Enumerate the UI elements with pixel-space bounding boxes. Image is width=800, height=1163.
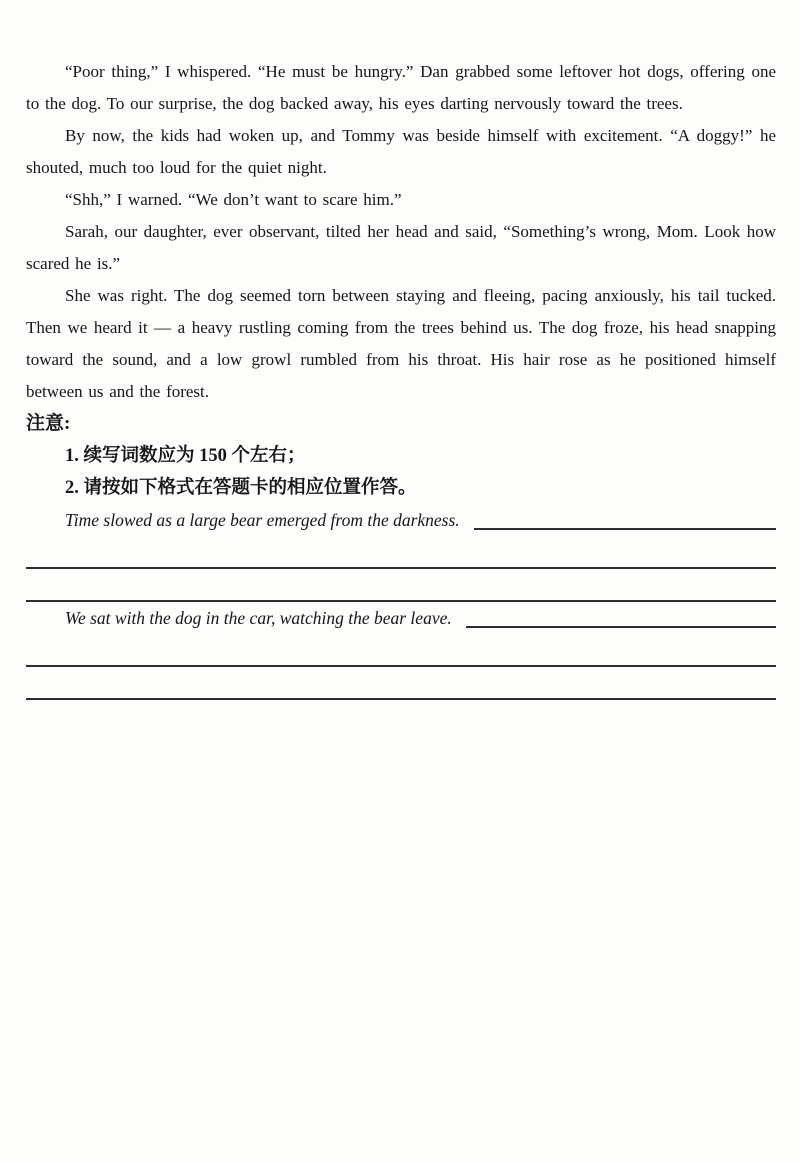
prompt-row-1	[26, 504, 776, 536]
passage-paragraph-3: “Shh,” I warned. “We don’t want to scare him.”	[65, 190, 402, 209]
passage-paragraph-4: Sarah, our daughter, ever observant, tilted her head and said, “Something’s wrong, Mom. Look how scared he is.”	[26, 222, 776, 273]
passage-paragraph-1: “Poor thing,” I whispered. “He must be hungry.” Dan grabbed some leftover hot dogs, offering one to the dog. To our surprise, the dog backed away, his eyes darting nervously toward the trees.	[26, 62, 776, 113]
notes-item-word-count: 1. 续写词数应为 150 个左右；	[65, 446, 306, 466]
answer-writing-line	[26, 634, 776, 667]
notes-heading: 注意:	[26, 413, 71, 434]
answer-writing-line	[26, 569, 776, 602]
prompt-row-2	[26, 602, 776, 634]
answer-writing-line	[26, 536, 776, 569]
continuation-prompt-2: We sat with the dog in the car, watching the bear leave.	[65, 608, 452, 628]
answer-section	[26, 504, 776, 700]
answer-writing-line	[26, 667, 776, 700]
answer-blank-after-prompt-2	[466, 626, 776, 628]
reading-passage	[26, 56, 776, 408]
answer-blank-after-prompt-1	[474, 528, 776, 530]
passage-paragraph-2: By now, the kids had woken up, and Tommy was beside himself with excitement. “A doggy!” he shouted, much too loud for the quiet night.	[26, 126, 776, 177]
notes-item-answer-format: 2. 请按如下格式在答题卡的相应位置作答。	[65, 478, 417, 498]
notes-section	[26, 408, 776, 504]
passage-paragraph-5: She was right. The dog seemed torn between staying and fleeing, pacing anxiously, his tail tucked. Then we heard it — a heavy rustling coming from the trees behind us. The dog froze, his head snapping toward the sound, and a low growl rumbled from his throat. His hair rose as he positioned himself between us and the forest.	[26, 286, 776, 401]
continuation-prompt-1: Time slowed as a large bear emerged from the darkness.	[65, 510, 460, 530]
